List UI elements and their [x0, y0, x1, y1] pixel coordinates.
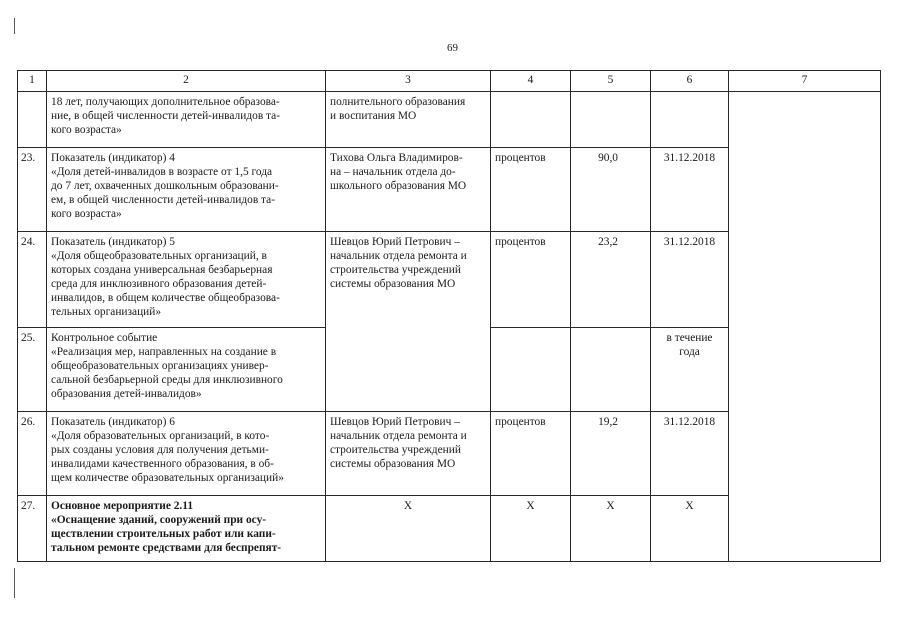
header-cell: 3	[326, 71, 491, 92]
header-cell: 1	[18, 71, 47, 92]
value-cell	[571, 328, 651, 412]
header-cell: 7	[729, 71, 881, 92]
table-row	[18, 92, 881, 148]
text-line: сальной безбарьерной среды для инклюзивного	[51, 374, 283, 386]
text-line: Основное мероприятие 2.11	[51, 500, 194, 512]
header-row	[18, 71, 881, 92]
text-line: Показатель (индикатор) 5	[51, 236, 175, 248]
measure-name	[47, 496, 326, 562]
indicator-name	[47, 232, 326, 328]
indicator-name	[47, 328, 326, 412]
date-cell: 31.12.2018	[651, 412, 729, 496]
responsible-person	[326, 148, 491, 232]
indicator-name	[47, 412, 326, 496]
responsible-person	[326, 412, 491, 496]
text-line: рых созданы условия для получения детьми-	[51, 444, 269, 456]
page-number: 69	[447, 42, 458, 54]
plan-table	[17, 70, 881, 562]
header-cell: 2	[47, 71, 326, 92]
text-line: «Доля детей-инвалидов в возрасте от 1,5 года	[51, 166, 273, 178]
value-x-cell: X	[571, 496, 651, 562]
text-line: образования детей-инвалидов»	[51, 388, 202, 400]
text-line: «Оснащение зданий, сооружений при осу-	[51, 514, 267, 526]
text-line: и воспитания МО	[330, 110, 417, 122]
responsible-person	[326, 232, 491, 412]
header-cell: 5	[571, 71, 651, 92]
text-line: начальник отдела ремонта и	[330, 250, 467, 262]
value-cell	[571, 92, 651, 148]
col7-cell	[729, 92, 881, 562]
text-line: на – начальник отдела до-	[330, 166, 456, 178]
text-line: «Доля общеобразовательных организаций, в	[51, 250, 267, 262]
row-number: 25.	[18, 328, 47, 412]
responsible-x-cell: X	[326, 496, 491, 562]
unit-cell: процентов	[491, 148, 571, 232]
value-cell: 23,2	[571, 232, 651, 328]
unit-cell	[491, 328, 571, 412]
text-line: Шевцов Юрий Петрович –	[330, 236, 460, 248]
date-cell: 31.12.2018	[651, 148, 729, 232]
row-number: 23.	[18, 148, 47, 232]
text-line: кого возраста»	[51, 124, 122, 136]
date-cell: 31.12.2018	[651, 232, 729, 328]
text-line: системы образования МО	[330, 278, 456, 290]
unit-cell: процентов	[491, 232, 571, 328]
text-line: инвалидами качественного образования, в об-	[51, 458, 274, 470]
date-cell	[651, 328, 729, 412]
date-cell	[651, 92, 729, 148]
left-margin-mark	[14, 18, 15, 34]
text-line: кого возраста»	[51, 208, 122, 220]
date-x-cell: X	[651, 496, 729, 562]
unit-cell: процентов	[491, 412, 571, 496]
unit-cell	[491, 92, 571, 148]
text-line: Тихова Ольга Владимиров-	[330, 152, 463, 164]
text-line: «Реализация мер, направленных на создание в	[51, 346, 277, 358]
text-line: до 7 лет, охваченных дошкольным образовани-	[51, 180, 279, 192]
text-line: которых создана универсальная безбарьерная	[51, 264, 273, 276]
text-line: строительства учреждений	[330, 264, 461, 276]
text-line: Контрольное событие	[51, 332, 158, 344]
text-line: школьного образования МО	[330, 180, 467, 192]
row-number: 24.	[18, 232, 47, 328]
text-line: среда для инклюзивного образования детей-	[51, 278, 267, 290]
row-number	[18, 92, 47, 148]
text-line: тельных организаций»	[51, 306, 162, 318]
text-line: Шевцов Юрий Петрович –	[330, 416, 460, 428]
row-number: 26.	[18, 412, 47, 496]
header-cell: 6	[651, 71, 729, 92]
header-cell: 4	[491, 71, 571, 92]
indicator-name	[47, 148, 326, 232]
text-line: 18 лет, получающих дополнительное образова-	[51, 96, 280, 108]
text-line: года	[679, 346, 700, 358]
text-line: общеобразовательных организациях универ-	[51, 360, 269, 372]
text-line: в течение	[666, 332, 713, 344]
text-line: ние, в общей численности детей-инвалидов та-	[51, 110, 281, 122]
text-line: Показатель (индикатор) 4	[51, 152, 175, 164]
text-line: начальник отдела ремонта и	[330, 430, 467, 442]
text-line: Показатель (индикатор) 6	[51, 416, 175, 428]
unit-x-cell: X	[491, 496, 571, 562]
row-number: 27.	[18, 496, 47, 562]
text-line: системы образования МО	[330, 458, 456, 470]
text-line: ществлении строительных работ или капи-	[51, 528, 276, 540]
text-line: полнительного образования	[330, 96, 466, 108]
responsible-person	[326, 92, 491, 148]
value-cell: 19,2	[571, 412, 651, 496]
value-cell: 90,0	[571, 148, 651, 232]
text-line: тальном ремонте средствами для беспрепят-	[51, 542, 282, 554]
text-line: строительства учреждений	[330, 444, 461, 456]
text-line: ем, в общей численности детей-инвалидов та-	[51, 194, 276, 206]
left-margin-mark	[14, 568, 15, 598]
text-line: «Доля образовательных организаций, в кото-	[51, 430, 270, 442]
text-line: инвалидов, в общем количестве общеобразова-	[51, 292, 280, 304]
indicator-name	[47, 92, 326, 148]
text-line: щем количестве образовательных организаций»	[51, 472, 284, 484]
